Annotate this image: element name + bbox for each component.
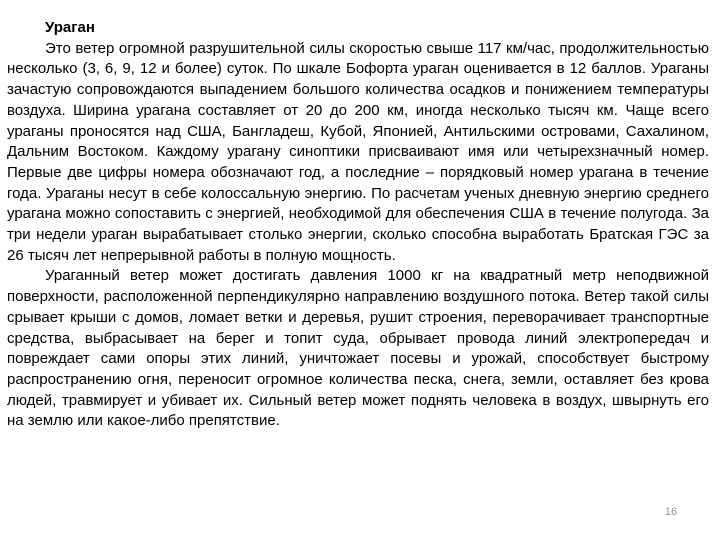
page-title: Ураган: [45, 19, 95, 36]
page-number: 16: [664, 506, 678, 518]
text-block: [7, 18, 709, 432]
paragraph-definition: Это ветер огромной разрушительной силы скоростью свыше 117 км/час, продолжительностью несколько (3, 6, 9, 12 и более) суток. По шкале Бофорта ураган оценивается в 12 баллов. Ураганы зачастую сопровождаются выпадением большого количества осадков и понижением температуры воздуха. Ширина урагана составляет от 20 до 200 км, иногда несколько тысяч км. Чаще всего ураганы проносятся над США, Бангладеш, Кубой, Японией, Антильскими островами, Сахалином, Дальним Востоком. Каждому урагану синоптики присваивают имя или четырехзначный номер. Первые две цифры номера обозначают год, а последние – порядковый номер урагана в течение года. Ураганы несут в себе колоссальную энергию. По расчетам ученых дневную энергию среднего урагана можно сопоставить с энергией, необходимой для обеспечения США в течение полугода. За три недели ураган вырабатывает столько энергии, сколько способна выработать Братская ГЭС за 26 тысяч лет непрерывной работы в полную мощность.: [7, 39, 709, 264]
paragraph-wind-pressure: Ураганный ветер может достигать давления 1000 кг на квадратный метр неподвижной поверхности, расположенной перпендикулярно направлению воздушного потока. Ветер такой силы срывает крыши с домов, ломает ветки и деревья, рушит строения, переворачивает транспортные средства, выбрасывает на берег и топит суда, обрывает провода линий электропередач и повреждает сами опоры этих линий, уничтожает посевы и урожай, способствует быстрому распространению огня, переносит огромное количества песка, снега, земли, оставляет без крова людей, травмирует и убивает их. Сильный ветер может поднять человека в воздух, швырнуть его на землю или какое-либо препятствие.: [7, 267, 709, 430]
